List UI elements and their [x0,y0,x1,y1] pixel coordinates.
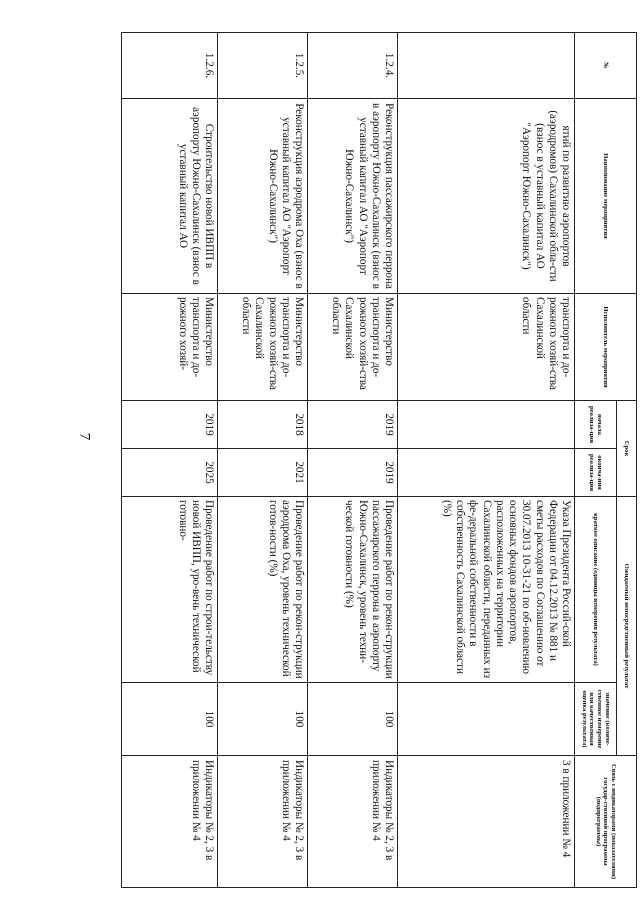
header-link: Связь с индикаторами (показателями) государ-ственной программы (подпрограммы) [575,756,637,888]
row-end: 2021 [218,449,308,497]
row-name: Строительство новой ИВПП в аэропорту Южно-Сахалинск (взнос в уставный капитал АО [122,99,218,294]
table-header [575,33,637,888]
row-executor: транспорта и до-рожного хозяй-ства Сахалинской области [398,294,575,401]
table-row [218,33,308,888]
row-value [398,683,575,756]
row-end: 2025 [122,449,218,497]
header-result-desc: краткое описание (единицы измерения результата) [575,497,617,683]
header-executor: Исполнитель мероприятия [575,294,637,401]
row-name: Реконструкция аэродрома Оха (взнос в уставный капитал АО "Аэропорт Южно-Сахалинск") [218,99,308,294]
row-num [398,33,575,99]
table-row [308,33,398,888]
row-start: 2019 [122,401,218,449]
row-link: Индикаторы № 2, 3 в приложении № 4 [122,756,218,888]
row-link: Индикаторы № 2, 3 в приложении № 4 [308,756,398,888]
table-row [398,33,575,888]
row-start [398,401,575,449]
row-description: Указа Президента Россий-ской Федерации от 04.12.2013 № 881 и сметы расходов по Соглашению от 30.07.2013 10-31-21 по об-новлению основных фондов аэропортов, расположенных на территории Сахалинской области, переданных из фе-деральной собственности в собственность Сахалинской области (%) [398,497,575,683]
row-executor: Министерство транспорта и до-рожного хозяй- [122,294,218,401]
activities-table [121,32,637,888]
row-name: Реконструкция пассажирского перрона в аэропорту Южно-Сахалинск (взнос в уставный капитал АО "Аэропорт Южно-Сахалинск") [308,99,398,294]
header-term: Срок [617,401,637,497]
header-num: № [575,33,637,99]
table-row [122,33,218,888]
row-start: 2019 [308,401,398,449]
row-num: 1.2.4. [308,33,398,99]
row-value: 100 [218,683,308,756]
header-result-value: значение (количе-ственное измерение или качественная оценка результата) [575,683,617,756]
row-description: Проведение работ по рекон-струкции пассажирского перрона в аэропорту Южно-Сахалинск, уровень техни-ческой готовности (%) [308,497,398,683]
row-num: 1.2.6. [122,33,218,99]
row-start: 2018 [218,401,308,449]
page-number: 7 [76,432,93,441]
row-name: ятий по развитию аэропортов (аэродромов) Сахалинской обла-сти (взнос в уставный капитал АО "Аэропорт Южно-Сахалинск") [398,99,575,294]
row-link: Индикаторы № 2, 3 в приложении № 4 [218,756,308,888]
rotated-table-wrapper [100,32,637,887]
row-end [398,449,575,497]
row-executor: Министерство транспорта и до-рожного хозяй-ства Сахалинской области [218,294,308,401]
row-link: 3 в приложении № 4 [398,756,575,888]
row-description: Проведение работ по рекон-струкции аэродрома Оха, уровень технической готов-ности (%) [218,497,308,683]
row-description: Проведение работ по строи-тельству новой ИВПП, уро-вень технической готовно- [122,497,218,683]
row-executor: Министерство транспорта и до-рожного хозяй-ства Сахалинской области [308,294,398,401]
header-name: Наименование мероприятия [575,99,637,294]
header-result: Ожидаемый непосредственный результат [617,497,637,756]
header-term-end: оконча-ния реализа-ции [575,449,617,497]
header-term-start: начала реализа-ции [575,401,617,449]
row-num: 1.2.5. [218,33,308,99]
row-end: 2019 [308,449,398,497]
row-value: 100 [122,683,218,756]
row-value: 100 [308,683,398,756]
